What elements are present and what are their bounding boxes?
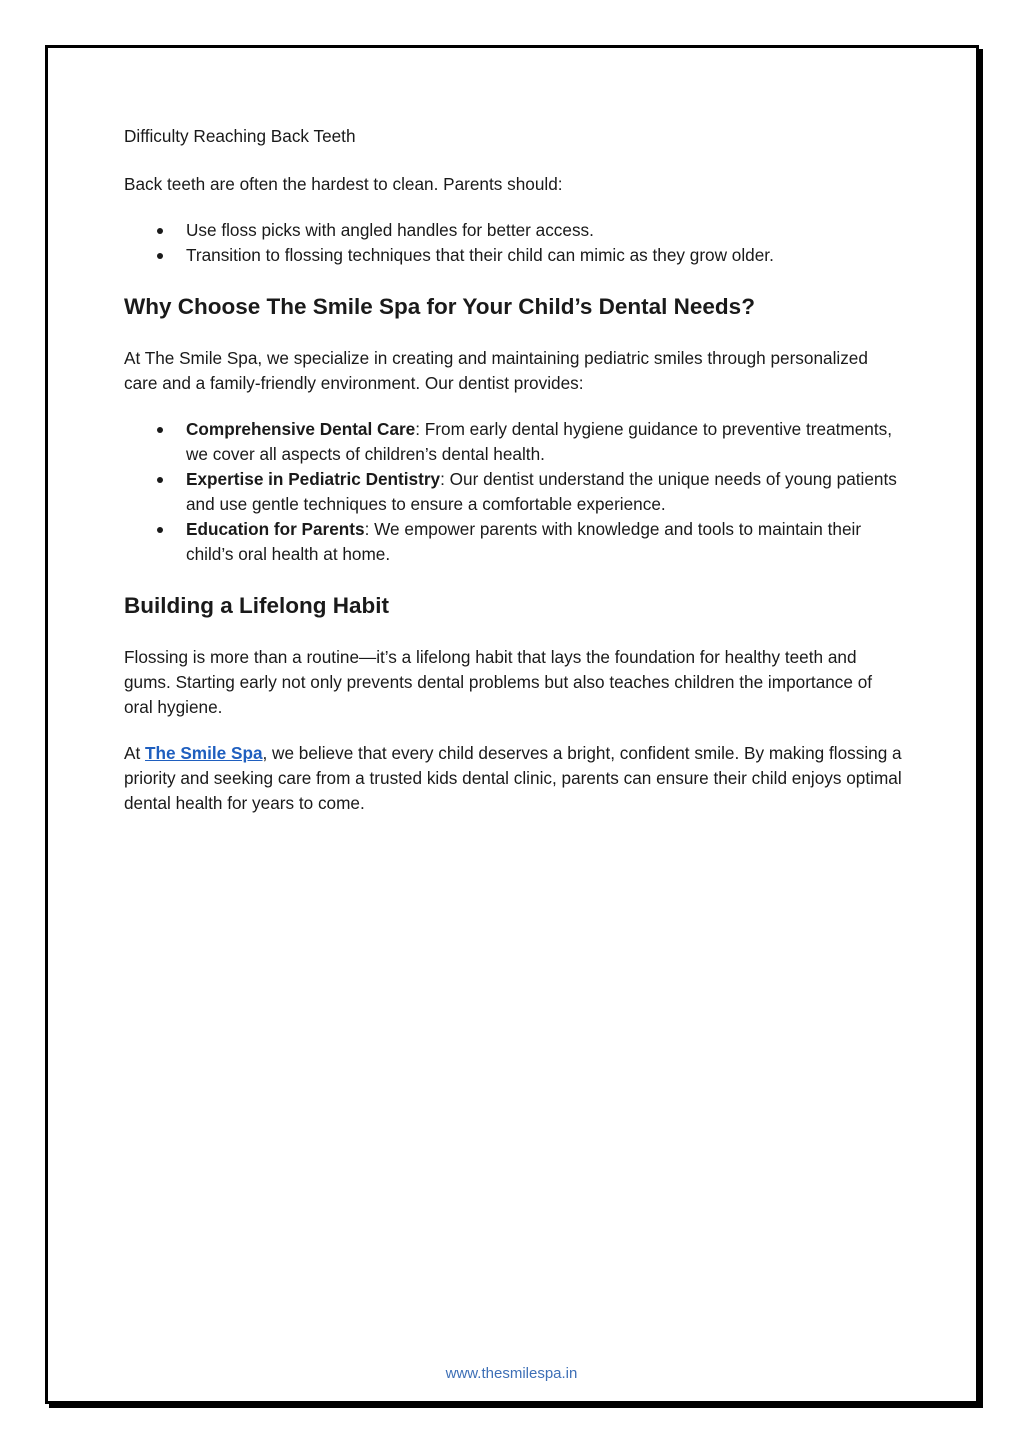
subheading-back-teeth: Difficulty Reaching Back Teeth bbox=[124, 126, 356, 146]
closing-prefix: At bbox=[124, 743, 146, 763]
footer-website-link[interactable]: www.thesmilespa.in bbox=[445, 1365, 578, 1382]
closing-text: , we believe that every child deserves a bright, confident smile. By making flossing a priority and seeking care from a trusted kids dental clinic, parents can ensure their child enjoys optimal dental health for years to come. bbox=[124, 743, 902, 813]
document-body bbox=[124, 124, 904, 837]
list-item: Transition to flossing techniques that their child can mimic as they grow older. bbox=[186, 243, 904, 268]
paragraph-lifelong-habit: Flossing is more than a routine—it’s a lifelong habit that lays the foundation for healthy teeth and gums. Starting early not only prevents dental problems but also teaches children the importance of oral hygiene. bbox=[124, 647, 873, 717]
paragraph-back-teeth-intro: Back teeth are often the hardest to clean. Parents should: bbox=[124, 174, 563, 194]
list-item bbox=[186, 517, 904, 567]
item-text: : Our dentist understand the unique needs of young patients and use gentle techniques to ensure a comfortable experience. bbox=[186, 469, 897, 514]
paragraph-why-choose-intro: At The Smile Spa, we specialize in creating and maintaining pediatric smiles through personalized care and a family-friendly environment. Our dentist provides: bbox=[124, 348, 868, 393]
list-item bbox=[186, 467, 904, 517]
item-title: Expertise in Pediatric Dentistry bbox=[186, 469, 441, 489]
smile-spa-link[interactable]: The Smile Spa bbox=[145, 743, 263, 763]
services-list bbox=[124, 417, 904, 567]
back-teeth-tips-list bbox=[124, 218, 904, 268]
item-text: : From early dental hygiene guidance to preventive treatments, we cover all aspects of children’s dental health. bbox=[186, 419, 892, 464]
item-title: Comprehensive Dental Care bbox=[186, 419, 416, 439]
item-text: : We empower parents with knowledge and tools to maintain their child’s oral health at home. bbox=[186, 519, 862, 564]
heading-why-choose: Why Choose The Smile Spa for Your Child’s Dental Needs? bbox=[124, 294, 755, 319]
paragraph-closing bbox=[124, 741, 904, 816]
list-item: Use floss picks with angled handles for better access. bbox=[186, 218, 904, 243]
item-title: Education for Parents bbox=[186, 519, 365, 539]
list-item bbox=[186, 417, 904, 467]
heading-lifelong-habit: Building a Lifelong Habit bbox=[124, 593, 389, 618]
